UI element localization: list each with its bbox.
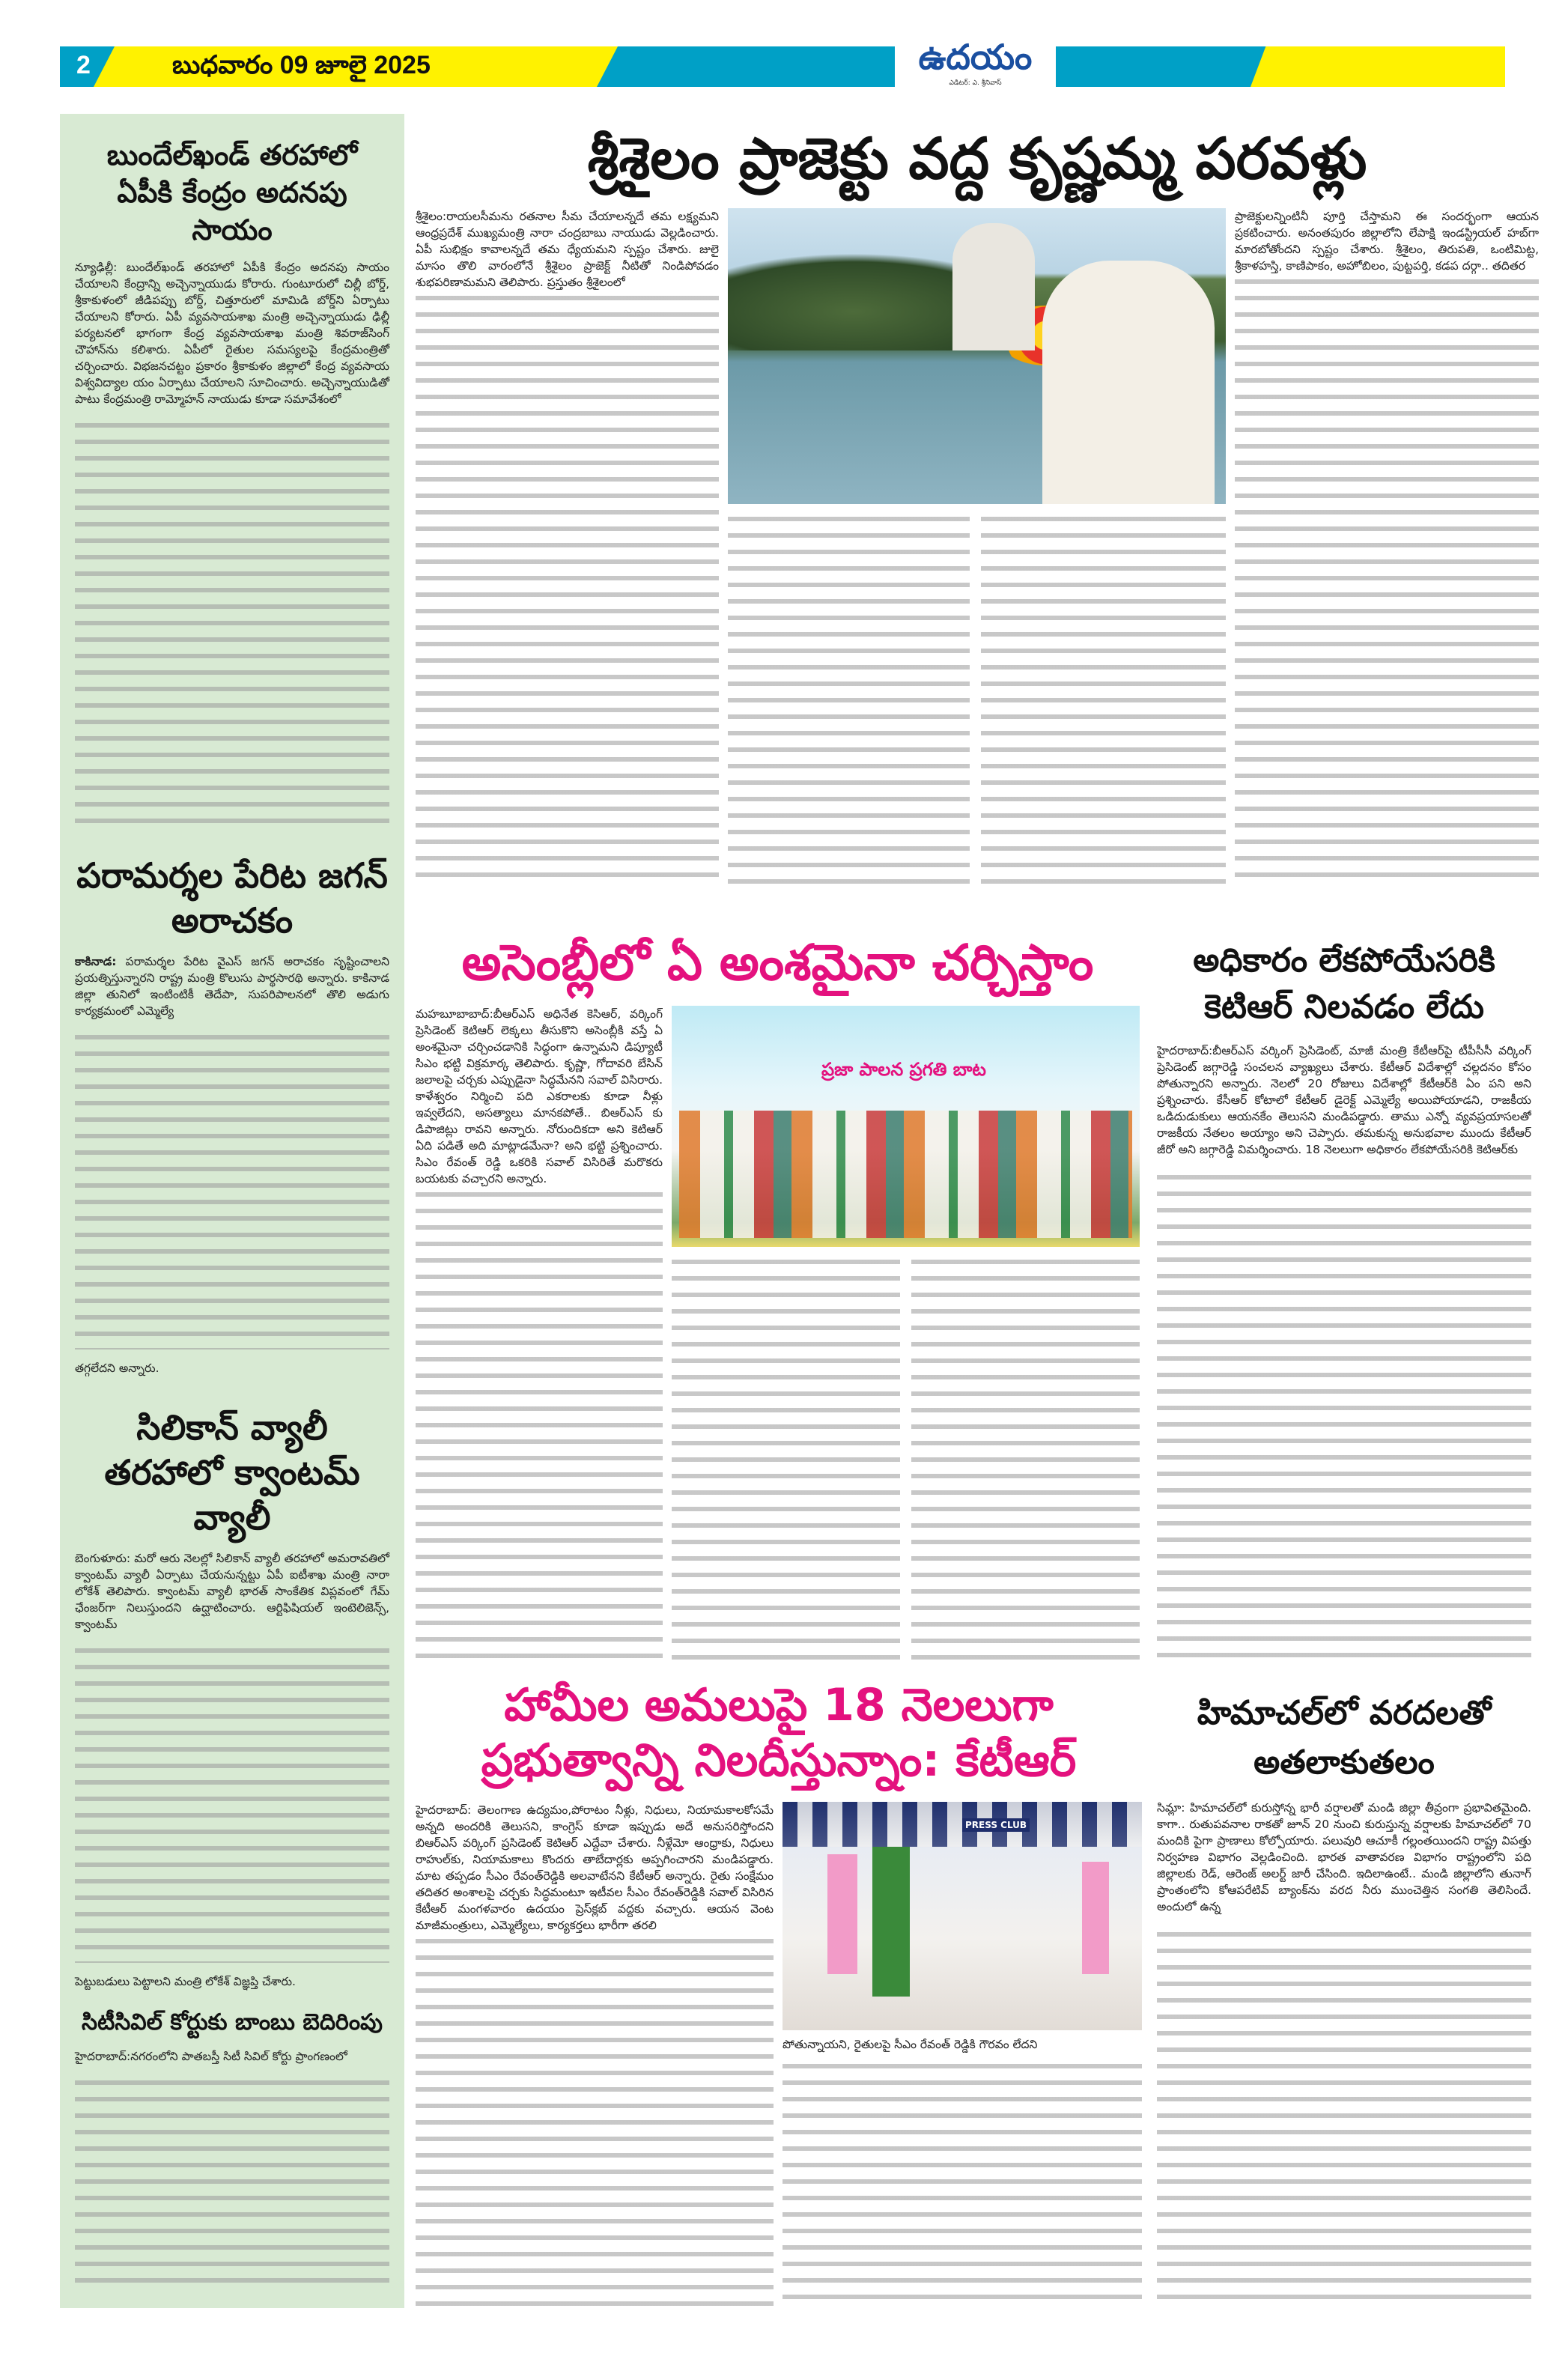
himachal-story bbox=[1157, 1689, 1531, 2310]
text-continuation bbox=[416, 1187, 663, 1663]
text-continuation bbox=[416, 1934, 774, 2310]
himachal-story-body: సిమ్లా: హిమాచల్‌లో కురుస్తోన్న భారీ వర్షాలతో మండి జిల్లా తీవ్రంగా ప్రభావితమైంది. కాగా.. రుతుపవనాల రాకతో జూన్ 20 నుంచి కురుస్తున్న వర్షాలకు హిమాచల్‌లో 70 మందికి పైగా ప్రాణాలు కోల్పోయారు. పలువురి ఆచూకీ గల్లంతయిందని రాష్ట్ర విపత్తు నిర్వహణ విభాగం వెల్లడించింది. భారత వాతావరణ విభాగం రాష్ట్రంలోని పది జిల్లాలకు రెడ్, ఆరెంజ్ అలర్ట్ జారీ చేసింది. ఇదిలాఉంటే.. మండి జిల్లాలోని తునాగ్ ప్రాంతంలోని కోఆపరేటివ్ బ్యాంక్‌ను వరద నీరు ముంచెత్తిన సంగతి తెలిసిందే. అందులో ఉన్న bbox=[1157, 1801, 1531, 1913]
text-continuation bbox=[75, 1643, 389, 1963]
photo-person bbox=[1042, 261, 1215, 504]
dateline: కాకినాడ: bbox=[75, 955, 117, 969]
sidebar-story-2-closing: తగ్గలేదని అన్నారు. bbox=[75, 1361, 159, 1375]
story-text: పరామర్శల పేరిట వైఎస్ జగన్ అరాచకం సృష్టించాలని ప్రయత్నిస్తున్నారని రాష్ట్ర మంత్రి కొలుసు పార్థసారథి అన్నారు. కాకినాడ జిల్లా తునిలో ఇంటింటికీ తెదేపా, సుపరిపాలనలో తొలి అడుగు కార్యక్రమంలో ఎమ్మెల్యే bbox=[75, 955, 389, 1018]
sidebar-headline-3: సిలికాన్ వ్యాలీ తరహాలో క్వాంటమ్ వ్యాలీ bbox=[104, 1406, 360, 1537]
page-number: 2 bbox=[76, 51, 91, 79]
text-continuation bbox=[911, 1254, 1140, 1663]
photo-backdrop-text: PRESS CLUB bbox=[962, 1818, 1030, 1832]
sidebar-story-2-body bbox=[75, 953, 389, 1019]
text-continuation bbox=[1235, 274, 1539, 884]
sidebar-story-3-body: బెంగుళూరు: మరో ఆరు నెలల్లో సిలికాన్ వ్యాలీ తరహాలో అమరావతిలో క్వాంటమ్ వ్యాలీ ఏర్పాటు చేయనున్నట్టు ఏపీ ఐటీశాఖ మంత్రి నారా లోకేశ్ తెలిపారు. క్వాంటమ్ వ్యాలీ భారత్ సాంకేతిక విప్లవంలో గేమ్ ఛేంజర్‌గా నిలుస్తుందని ఉద్ఘాటించారు. ఆర్టిఫిషియల్ ఇంటెలిజెన్స్, క్వాంటమ్ bbox=[75, 1551, 389, 1631]
photo-people-row bbox=[679, 1111, 1132, 1238]
assembly-story bbox=[416, 936, 1140, 1663]
ktr-power-story-body: హైదరాబాద్:బీఆర్ఎస్ వర్కింగ్ ప్రెసిడెంట్, మాజీ మంత్రి కేటీఆర్‌పై టీపీసీసీ వర్కింగ్ ప్రెసిడెంట్ జగ్గారెడ్డి సంచలన వ్యాఖ్యలు చేశారు. కేటీఆర్ విదేశాల్లో చల్లదనం కోసం పోతున్నారని అన్నారు. నెలలో 20 రోజులు విదేశాల్లో కేటీఆర్‌కి ఏం పని అని ప్రశ్నించారు. కేసీఆర్ కోటాలో కేటీఆర్ డైరెక్ట్ ఎమ్మెల్యే అయిపోయాడని, రాజకీయ ఒడిదుడుకులు ఆయనకేం తెలుసని మండిపడ్డారు. తాము ఎన్నో వ్యవప్రయాసలతో రాజకీయ నేతలం అయ్యాం అని చెప్పారు. తమకున్న అనుభవాల ముందు కేటీఆర్ జీరో అని జగ్గారెడ్డి విమర్శించారు. 18 నెలలుగా అధికారం లేకపోయేసరికి కెటిఆర్‌కు bbox=[1157, 1044, 1531, 1156]
himachal-headline: హిమాచల్‌లో వరదలతో అతలాకుతలం bbox=[1197, 1694, 1492, 1782]
lead-column-1 bbox=[416, 208, 719, 884]
text-continuation bbox=[75, 418, 389, 825]
lead-story-col1: శ్రీశైలం:రాయలసీమను రతనాల సీమ చేయాలన్నదే తమ లక్ష్యమని ఆంధ్రప్రదేశ్ ముఖ్యమంత్రి నారా చంద్రబాబు నాయుడు వెల్లడించారు. ఏపీ సుభిక్షం కావాలన్నదే తమ ధ్యేయమని స్పష్టం చేశారు. జులై మాసం తొలి వారంలోనే శ్రీశైలం ప్రాజెక్ట్ నీటితో నిండిపోవడం శుభపరిణామమని తెలిపారు. ప్రస్తుతం శ్రీశైలంలో bbox=[416, 209, 719, 289]
promises-photo-following-text: పోతున్నాయని, రైతులపై సీఎం రేవంత్ రెడ్డికి గౌరవం లేదని bbox=[783, 2038, 1038, 2051]
promises-headline: హామీల అమలుపై 18 నెలలుగా ప్రభుత్వాన్ని నిలదీస్తున్నాం: కేటీఆర్ bbox=[481, 1679, 1077, 1787]
issue-date: బుధవారం 09 జూలై 2025 bbox=[172, 51, 431, 79]
sidebar-headline-4: సిటీసివిల్ కోర్టుకు బాంబు బెదిరింపు bbox=[82, 2009, 383, 2035]
text-continuation bbox=[1157, 1170, 1531, 1663]
photo-pink-scarf bbox=[827, 1854, 857, 1974]
text-continuation bbox=[75, 2075, 389, 2286]
sidebar-headline-2: పరామర్శల పేరిట జగన్ అరాచకం bbox=[76, 855, 388, 941]
lead-story bbox=[416, 127, 1539, 884]
lead-headline: శ్రీశైలం ప్రాజెక్టు వద్ద కృష్ణమ్మ పరవళ్లు bbox=[587, 127, 1367, 192]
logo-subtitle: ఎడిటర్: ఎ. శ్రీనివాస్ bbox=[949, 79, 1002, 87]
lead-story-col4: ప్రాజెక్టులన్నింటినీ పూర్తి చేస్తామని ఈ సందర్భంగా ఆయన ప్రకటించారు. అనంతపురం జిల్లాలోని లేపాక్షి ఇండస్ట్రియల్ హబ్‌గా మారబోతోందని స్పష్టం చేశారు. శ్రీశైలం, తిరుపతి, ఒంటిమిట్ట, శ్రీకాళహస్తి, కాణిపాకం, అహోబిలం, పుట్టపర్తి, కడప దర్గా.. తదితర bbox=[1235, 209, 1539, 273]
sidebar-story-4-body: హైదరాబాద్:నగరంలోని పాతబస్తీ సిటీ సివిల్ కోర్టు ప్రాంగణంలో bbox=[75, 2049, 347, 2063]
masthead-bar bbox=[60, 46, 1505, 87]
photo-green-scarf bbox=[872, 1847, 910, 1997]
photo-banner-text: ప్రజా పాలన ప్రగతి బాట bbox=[821, 1058, 986, 1080]
lead-column-middle bbox=[728, 208, 1226, 884]
assembly-headline: అసెంబ్లీలో ఏ అంశమైనా చర్చిస్తాం bbox=[461, 936, 1094, 992]
promises-story bbox=[416, 1678, 1142, 2310]
lead-photo-srisailam bbox=[728, 208, 1226, 504]
assembly-photo-column bbox=[672, 1006, 1140, 1663]
logo-name: ఉదయం bbox=[918, 37, 1033, 77]
promises-story-body: హైదరాబాద్: తెలంగాణ ఉద్యమం,పోరాటం నీళ్లు, నిధులు, నియామకాలకోసమే అన్నది అందరికి తెలుసని, కాంగ్రెస్ కూడా ఇప్పుడు అదే అనుసరిస్తోందని బిఆర్ఎస్ వర్కింగ్ ప్రసిడెంట్ కెటిఆర్ ఎద్దేవా చేశారు. నీళ్లేమో ఆంధ్రాకు, నిధులు రాహుల్‌కు, నియామకాలు కొందరు తాబేదార్లకు అప్పగించారని మండిపడ్డారు. మాట తప్పడం సీఎం రేవంత్‌రెడ్డికి అలవాటేనని కేటీఆర్ అన్నారు. రైతు సంక్షేమం తదితర అంశాలపై చర్చకు సిద్ధమంటూ ఇటీవల సీఎం రేవంత్‌రెడ్డికి సవాల్ విసిరిన కేటీఆర్ మంగళవారం ఉదయం ప్రెస్‌క్లబ్ వద్దకు వచ్చారు. ఆయన వెంట మాజీమంత్రులు, ఎమ్మెల్యేలు, కార్యకర్తలు భారీగా తరలి bbox=[416, 1803, 774, 1932]
masthead-yellow-band-right bbox=[1251, 46, 1505, 87]
sidebar-story-1-body: న్యూఢిల్లీ: బుందేల్‌ఖండ్ తరహాలో ఏపీకి కేంద్రం అదనపు సాయం చేయాలని కేంద్రాన్ని అచ్చెన్నాయుడు కోరారు. గుంటూరులో చిల్లీ బోర్డ్, శ్రీకాకుళంలో జీడిపప్పు బోర్డ్, చిత్తూరులో మామిడి బోర్డ్‌ని ఏర్పాటు చేయాలని కోరారు. ఏపీ వ్యవసాయశాఖ మంత్రి అచ్చెన్నాయుడు ఢిల్లీ పర్యటనలో భాగంగా కేంద్ర వ్యవసాయశాఖ మంత్రి శివరాజ్‌సింగ్ చౌహాన్‌ను కలిశారు. ఏపీలో రైతుల సమస్యలపై కేంద్రమంత్రితో చర్చించారు. విభజనచట్టం ప్రకారం శ్రీకాకుళం జిల్లాలో కేంద్ర వ్యవసాయ విశ్వవిద్యాల యం ఏర్పాటు చేయాలని సూచించారు. అచ్చెన్నాయుడితో పాటు కేంద్రమంత్రి రామ్మోహన్ నాయుడు కూడా సమావేశంలో bbox=[75, 261, 389, 406]
sidebar-headline-1: బుందేల్‌ఖండ్ తరహాలో ఏపీకి కేంద్రం అదనపు సాయం bbox=[106, 139, 358, 246]
ktr-power-story bbox=[1157, 938, 1531, 1663]
ktr-power-headline: అధికారం లేకపోయేసరికి కెటిఆర్ నిలవడం లేదు bbox=[1193, 941, 1495, 1026]
text-continuation bbox=[981, 511, 1227, 884]
text-continuation bbox=[672, 1254, 900, 1663]
promises-photo-pressclub bbox=[783, 1802, 1142, 2030]
text-continuation bbox=[783, 2059, 1142, 2310]
text-continuation bbox=[416, 291, 719, 884]
assembly-photo-event bbox=[672, 1006, 1140, 1247]
sidebar-story-3-closing: పెట్టుబడులు పెట్టాలని మంత్రి లోకేశ్ విజ్ఞప్తి చేశారు. bbox=[75, 1974, 296, 1988]
photo-person bbox=[952, 223, 1035, 350]
sidebar-column bbox=[60, 114, 404, 2308]
text-continuation bbox=[728, 511, 970, 884]
text-continuation bbox=[1157, 1927, 1531, 2310]
lead-column-4 bbox=[1235, 208, 1539, 884]
assembly-text-column bbox=[416, 1006, 663, 1663]
photo-pink-scarf bbox=[1082, 1862, 1109, 1974]
promises-photo-column bbox=[783, 1802, 1142, 2310]
promises-text-column bbox=[416, 1802, 774, 2310]
assembly-story-body: మహబూబాబాద్:బీఆర్ఎస్ అధినేత కెసిఆర్, వర్కింగ్ ప్రెసిడెంట్ కెటిఆర్ లెక్కలు తీసుకొని అసెంబ్లీకి వస్తే ఏ అంశమైనా చర్చించడానికి సిద్ధంగా ఉన్నామని డిప్యూటీ సిఎం భట్టి విక్రమార్క తెలిపారు. కృష్ణా, గోదావరి బేసిన్ జలాలపై చర్చకు ఎప్పుడైనా సిద్ధమేనని సవాల్ విసిరారు. కాళేశ్వరం నిర్మించి పది ఎకరాలకు కూడా నీళ్లు ఇవ్వలేదని, అసత్యాలు మానకపోతే.. బిఆర్ఎస్ కు డిపాజిట్లు రావని అన్నారు. నోరుందికదా అని కెటిఆర్ ఏది పడితే అది మాట్లాడమేనా? అని భట్టి ప్రశ్నించారు. సిఎం రేవంత్ రెడ్డి ఒకరికి సవాల్ విసిరితే మరొకరు బయటకు వచ్చారని అన్నారు. bbox=[416, 1007, 663, 1185]
newspaper-logo bbox=[895, 36, 1056, 94]
text-continuation bbox=[75, 1030, 389, 1350]
